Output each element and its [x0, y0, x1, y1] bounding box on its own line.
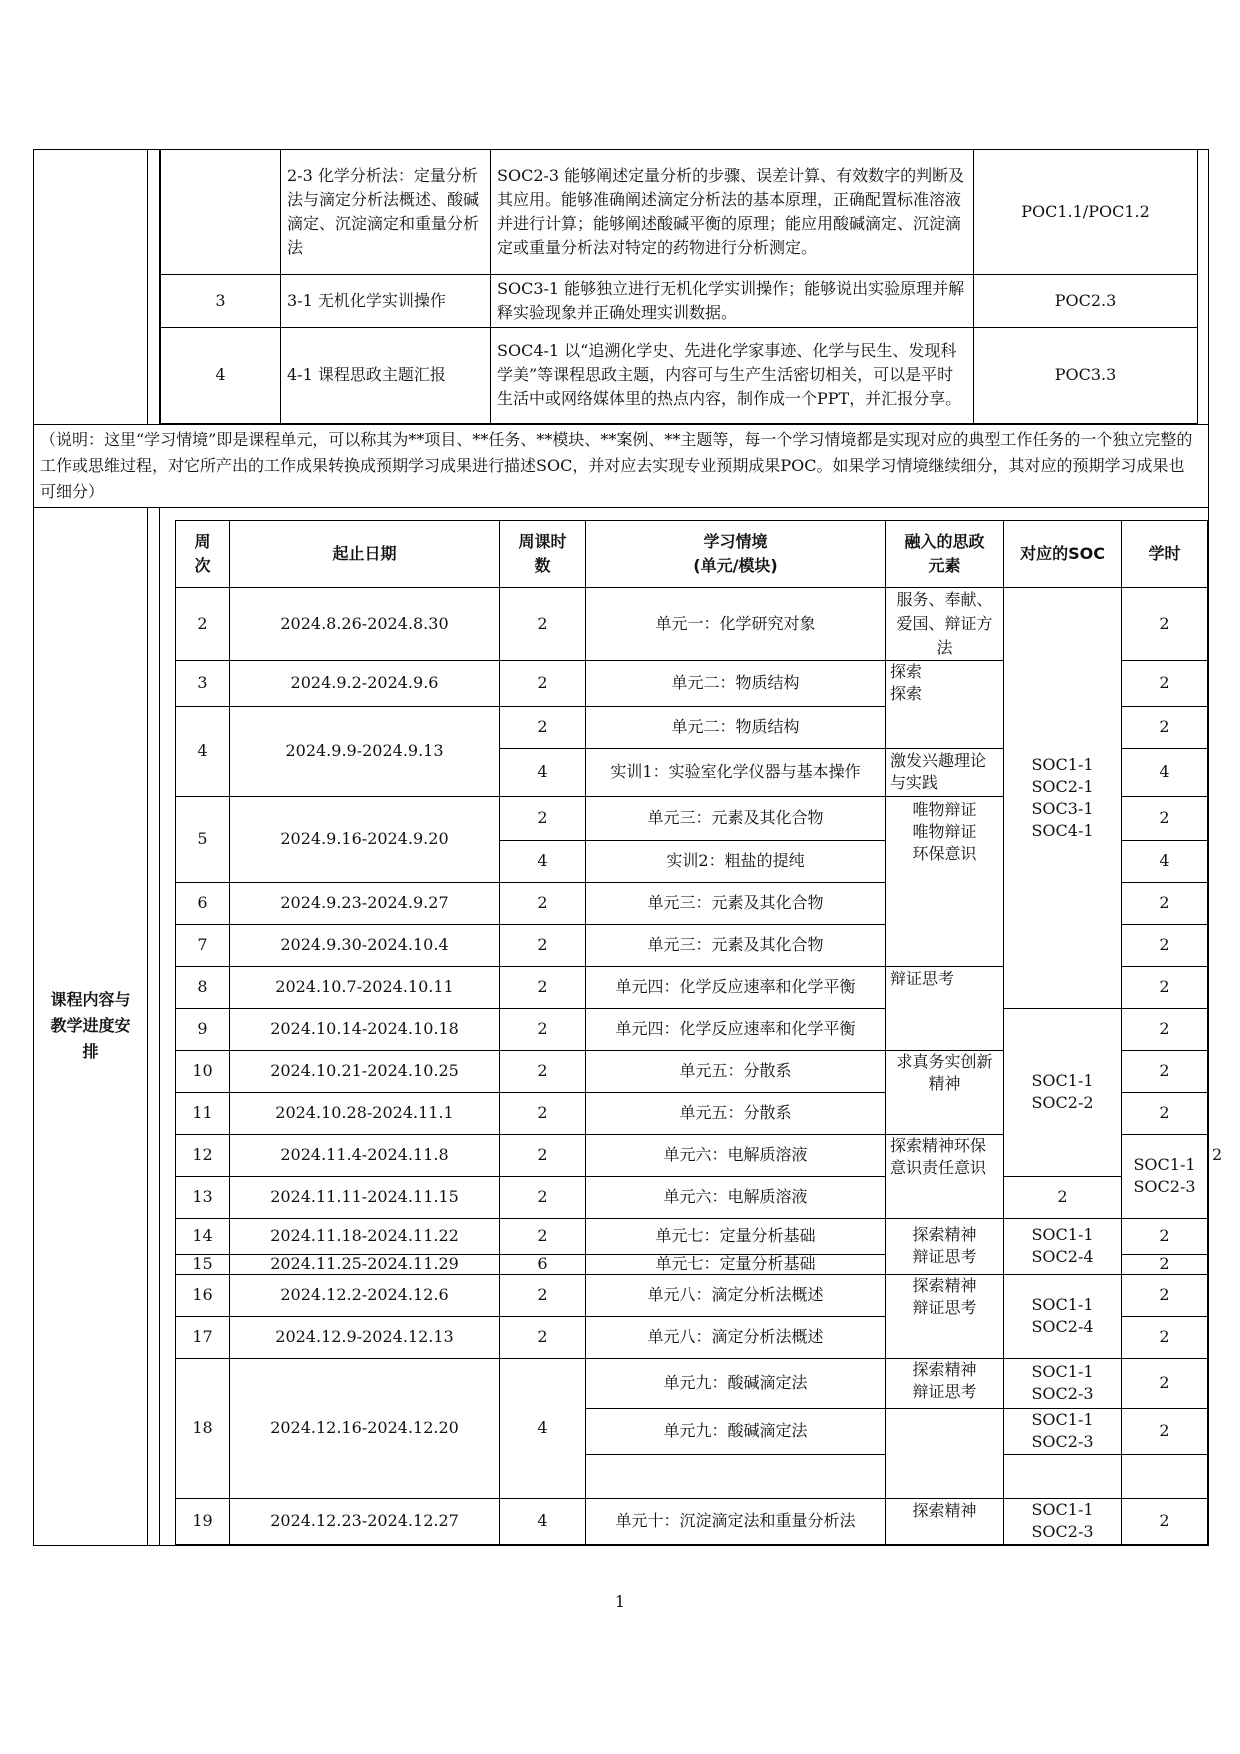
hours-week-cell: 2 [500, 1008, 586, 1050]
situation-cell: 单元三：元素及其化合物 [586, 924, 886, 966]
section-label: 课程内容与教学进度安排 [34, 507, 148, 1545]
ideology-cell: 激发兴趣理论与实践 [886, 748, 1004, 796]
dates-cell: 2024.11.18-2024.11.22 [230, 1218, 500, 1254]
soc-cell: SOC1-1 SOC2-3 [1004, 1358, 1122, 1408]
ideology-cell: 探索精神 [886, 1498, 1004, 1544]
situation-cell: 单元九：酸碱滴定法 [586, 1408, 886, 1454]
dates-cell: 2024.10.28-2024.11.1 [230, 1092, 500, 1134]
unit-no: 3 [161, 274, 281, 327]
situation-cell: 单元七：定量分析基础 [586, 1254, 886, 1274]
soc-cell: SOC1-1 SOC2-3 [1122, 1134, 1208, 1218]
week-cell: 12 [176, 1134, 230, 1176]
hours-cell: 4 [1122, 748, 1208, 796]
dates-cell: 2024.9.23-2024.9.27 [230, 882, 500, 924]
hours-cell: 2 [1122, 1254, 1208, 1274]
hours-cell: 2 [1122, 1408, 1208, 1454]
dates-cell: 2024.8.26-2024.8.30 [230, 587, 500, 660]
hours-week-cell: 4 [500, 748, 586, 796]
hours-cell: 2 [1122, 1092, 1208, 1134]
hours-week-cell: 4 [500, 840, 586, 882]
situation-cell: 单元三：元素及其化合物 [586, 882, 886, 924]
situation-cell: 单元一：化学研究对象 [586, 587, 886, 660]
ideology-cell: 唯物辩证 唯物辩证 环保意识 [886, 796, 1004, 966]
hours-cell-empty [1122, 1454, 1208, 1498]
syllabus-table [33, 149, 1223, 1546]
poc-text: POC3.3 [974, 327, 1198, 423]
ideology-cell: 辩证思考 [886, 966, 1004, 1050]
hours-cell: 2 [1122, 796, 1208, 840]
situation-cell: 单元五：分散系 [586, 1092, 886, 1134]
hours-cell: 2 [1122, 660, 1208, 706]
ideology-cell: 探索精神 辩证思考 [886, 1218, 1004, 1274]
hours-week-cell: 2 [500, 1134, 586, 1176]
week-cell: 4 [176, 706, 230, 796]
table-row [161, 274, 1210, 327]
hours-week-cell: 6 [500, 1254, 586, 1274]
week-cell: 14 [176, 1218, 230, 1254]
table-row [176, 1274, 1208, 1316]
spacer [1198, 274, 1210, 327]
dates-cell: 2024.12.23-2024.12.27 [230, 1498, 500, 1544]
hours-week-cell: 4 [500, 1498, 586, 1544]
hours-cell: 2 [1122, 1218, 1208, 1254]
header-situation: 学习情境 (单元/模块) [586, 520, 886, 587]
table-row [176, 1176, 1208, 1218]
situation-cell: 单元二：物质结构 [586, 660, 886, 706]
soc-cell-empty [1004, 1454, 1122, 1498]
week-cell: 8 [176, 966, 230, 1008]
poc-text: POC1.1/POC1.2 [974, 150, 1198, 274]
hours-cell: 2 [1122, 1050, 1208, 1092]
soc-text: SOC3-1 能够独立进行无机化学实训操作；能够说出实验原理并解释实验现象并正确处理实训数据。 [491, 274, 974, 327]
header-ideology: 融入的思政元素 [886, 520, 1004, 587]
learning-outcomes-table [160, 150, 1210, 424]
soc-cell: SOC1-1 SOC2-3 [1004, 1498, 1122, 1544]
situation-cell: 单元七：定量分析基础 [586, 1218, 886, 1254]
spacer [1198, 150, 1210, 274]
situation-cell: 单元六：电解质溶液 [586, 1176, 886, 1218]
table-row [176, 1358, 1208, 1408]
hours-week-cell: 2 [500, 1218, 586, 1254]
table-row [176, 1218, 1208, 1254]
hours-cell: 2 [1122, 1274, 1208, 1316]
situation-cell: 实训2：粗盐的提纯 [586, 840, 886, 882]
soc-cell: SOC1-1 SOC2-2 [1004, 1008, 1122, 1176]
hours-cell: 2 [1122, 882, 1208, 924]
situation-cell-empty [586, 1454, 886, 1498]
ideology-cell: 服务、奉献、爱国、辩证方法 [886, 587, 1004, 660]
dates-cell: 2024.9.2-2024.9.6 [230, 660, 500, 706]
header-row [176, 520, 1208, 587]
situation-cell: 实训1：实验室化学仪器与基本操作 [586, 748, 886, 796]
hours-cell: 2 [1122, 1498, 1208, 1544]
situation-cell: 单元五：分散系 [586, 1050, 886, 1092]
week-cell: 10 [176, 1050, 230, 1092]
dates-cell: 2024.11.25-2024.11.29 [230, 1254, 500, 1274]
soc-cell: SOC1-1 SOC2-4 [1004, 1218, 1122, 1274]
week-cell: 19 [176, 1498, 230, 1544]
week-cell: 2 [176, 587, 230, 660]
table-row [161, 327, 1210, 423]
ideology-cell-empty [886, 1408, 1004, 1498]
situation-cell: 单元八：滴定分析法概述 [586, 1316, 886, 1358]
unit-no: 4 [161, 327, 281, 423]
situation-cell: 单元九：酸碱滴定法 [586, 1358, 886, 1408]
dates-cell: 2024.10.14-2024.10.18 [230, 1008, 500, 1050]
header-hours: 学时 [1122, 520, 1208, 587]
hours-week-cell: 2 [500, 587, 586, 660]
ideology-cell: 探索精神 辩证思考 [886, 1274, 1004, 1358]
week-cell: 18 [176, 1358, 230, 1498]
week-cell: 15 [176, 1254, 230, 1274]
situation-cell: 单元三：元素及其化合物 [586, 796, 886, 840]
spacer-col [148, 150, 160, 425]
dates-cell: 2024.11.11-2024.11.15 [230, 1176, 500, 1218]
week-cell: 9 [176, 1008, 230, 1050]
situation-cell: 单元十：沉淀滴定法和重量分析法 [586, 1498, 886, 1544]
ideology-cell: 求真务实创新精神 [886, 1050, 1004, 1134]
poc-text: POC2.3 [974, 274, 1198, 327]
dates-cell: 2024.10.21-2024.10.25 [230, 1050, 500, 1092]
hours-cell: 4 [1122, 840, 1208, 882]
situation-text: 3-1 无机化学实训操作 [281, 274, 491, 327]
table-row: 12 2024.11.4-2024.11.8 2 单元六：电解质溶液 探索精神环保意识责任意识 SOC1-1 SOC2-3 2 [176, 1134, 1208, 1176]
situation-cell: 单元二：物质结构 [586, 706, 886, 748]
dates-cell: 2024.11.4-2024.11.8 [230, 1134, 500, 1176]
situation-cell: 单元八：滴定分析法概述 [586, 1274, 886, 1316]
week-cell: 3 [176, 660, 230, 706]
dates-cell: 2024.9.9-2024.9.13 [230, 706, 500, 796]
week-cell: 13 [176, 1176, 230, 1218]
hours-week-cell: 2 [500, 796, 586, 840]
header-soc: 对应的SOC [1004, 520, 1122, 587]
page-number: 1 [614, 1592, 626, 1611]
situation-text: 4-1 课程思政主题汇报 [281, 327, 491, 423]
hours-week-cell: 2 [500, 1316, 586, 1358]
hours-week-cell: 2 [500, 1050, 586, 1092]
hours-cell: 2 [1122, 966, 1208, 1008]
week-cell: 7 [176, 924, 230, 966]
hours-cell: 2 [1004, 1176, 1122, 1218]
dates-cell: 2024.12.9-2024.12.13 [230, 1316, 500, 1358]
hours-week-cell: 2 [500, 1176, 586, 1218]
header-hours-week: 周课时数 [500, 520, 586, 587]
hours-cell: 2 [1122, 706, 1208, 748]
week-cell: 11 [176, 1092, 230, 1134]
schedule-table [175, 520, 1223, 1545]
hours-week-cell: 2 [500, 882, 586, 924]
header-dates: 起止日期 [230, 520, 500, 587]
label-cell-empty [34, 150, 148, 425]
table-row [161, 150, 1210, 274]
ideology-cell: 探索精神 辩证思考 [886, 1358, 1004, 1408]
hours-cell: 2 [1122, 587, 1208, 660]
week-cell: 6 [176, 882, 230, 924]
soc-cell: SOC1-1 SOC2-1 SOC3-1 SOC4-1 [1004, 587, 1122, 1008]
situation-cell: 单元四：化学反应速率和化学平衡 [586, 966, 886, 1008]
table-row [176, 1008, 1208, 1050]
soc-cell: SOC1-1 SOC2-3 [1004, 1408, 1122, 1454]
hours-week-cell: 2 [500, 924, 586, 966]
hours-week-cell: 2 [500, 1092, 586, 1134]
ideology-cell: 探索精神环保意识责任意识 [886, 1134, 1004, 1218]
dates-cell: 2024.9.16-2024.9.20 [230, 796, 500, 882]
week-cell: 16 [176, 1274, 230, 1316]
dates-cell: 2024.10.7-2024.10.11 [230, 966, 500, 1008]
situation-text: 2-3 化学分析法：定量分析法与滴定分析法概述、酸碱滴定、沉淀滴定和重量分析法 [281, 150, 491, 274]
dates-cell: 2024.9.30-2024.10.4 [230, 924, 500, 966]
soc-cell: SOC1-1 SOC2-4 [1004, 1274, 1122, 1358]
dates-cell: 2024.12.16-2024.12.20 [230, 1358, 500, 1498]
spacer [1198, 327, 1210, 423]
hours-cell: 2 [1122, 924, 1208, 966]
hours-cell: 2 [1122, 1316, 1208, 1358]
situation-cell: 单元四：化学反应速率和化学平衡 [586, 1008, 886, 1050]
dates-cell: 2024.12.2-2024.12.6 [230, 1274, 500, 1316]
week-cell: 5 [176, 796, 230, 882]
table-row [176, 587, 1208, 660]
unit-no [161, 150, 281, 274]
hours-cell: 2 [1122, 1008, 1208, 1050]
hours-cell: 2 [1122, 1358, 1208, 1408]
week-cell: 17 [176, 1316, 230, 1358]
situation-cell: 单元六：电解质溶液 [586, 1134, 886, 1176]
explanation-note: （说明：这里“学习情境”即是课程单元，可以称其为**项目、**任务、**模块、**案例、**主题等，每一个学习情境都是实现对应的典型工作任务的一个独立完整的工作或思维过程，对它所产出的工作成果转换成预期学习成果进行描述SOC，并对应去实现专业预期成果POC。如果学习情境继续细分，其对应的预期学习成果也可细分） [34, 424, 1209, 507]
hours-week-cell: 4 [500, 1358, 586, 1498]
ideology-cell: 探索 探索 [886, 660, 1004, 748]
header-week: 周次 [176, 520, 230, 587]
table-row [176, 1498, 1208, 1544]
hours-week-cell: 2 [500, 1274, 586, 1316]
hours-week-cell: 2 [500, 966, 586, 1008]
soc-text: SOC2-3 能够阐述定量分析的步骤、误差计算、有效数字的判断及其应用。能够准确阐述滴定分析法的基本原理，正确配置标准溶液并进行计算；能够阐述酸碱平衡的原理；能应用酸碱滴定、沉淀滴定或重量分析法对特定的药物进行分析测定。 [491, 150, 974, 274]
spacer-col [148, 507, 160, 1545]
hours-week-cell: 2 [500, 706, 586, 748]
hours-week-cell: 2 [500, 660, 586, 706]
soc-text: SOC4-1 以“追溯化学史、先进化学家事迹、化学与民生、发现科学美”等课程思政主题，内容可与生产生活密切相关，可以是平时生活中或网络媒体里的热点内容，制作成一个PPT，并汇报分享。 [491, 327, 974, 423]
